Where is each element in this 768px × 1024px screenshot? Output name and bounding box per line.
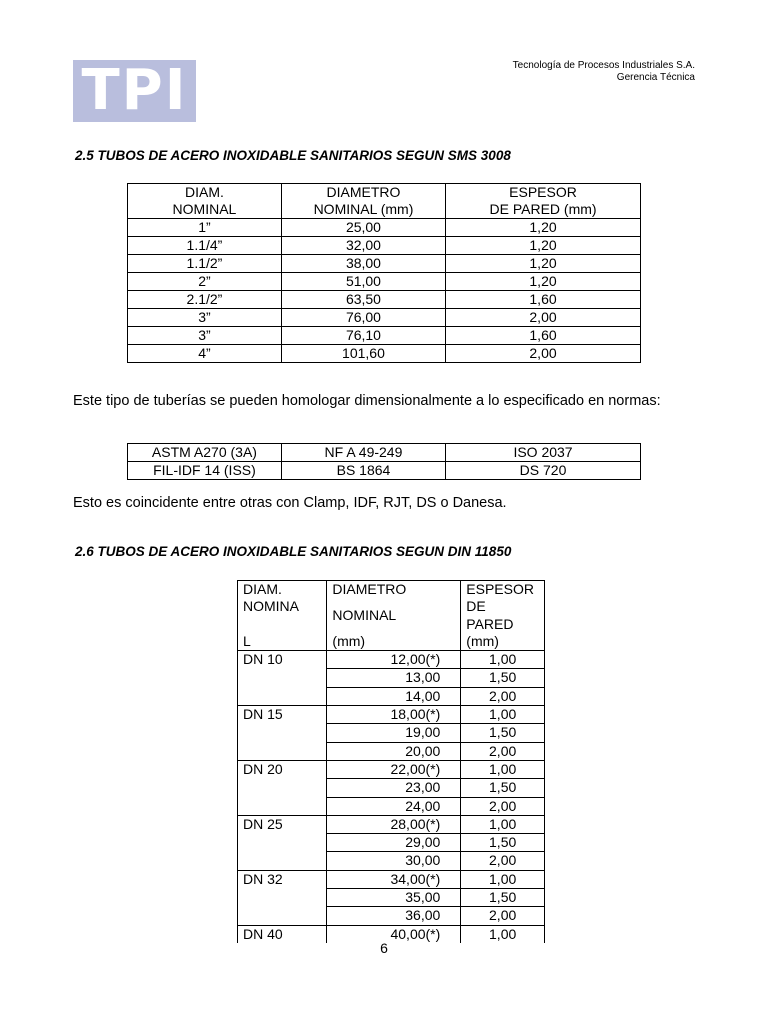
nominal-diameter-cell: DN 32 [238, 870, 327, 925]
table-row [238, 870, 545, 888]
table-row [128, 237, 641, 255]
table-cell: 63,50 [281, 291, 445, 309]
table-cell: 1” [128, 219, 282, 237]
company-name: Tecnología de Procesos Industriales S.A. [512, 60, 695, 71]
page-header [513, 60, 695, 84]
column-header [128, 184, 282, 219]
table-row [128, 327, 641, 345]
column-header-line: DIAMETRO [326, 184, 401, 200]
column-header [281, 184, 445, 219]
diameter-cell: 28,00(*) [327, 815, 461, 833]
norm-cell: BS 1864 [281, 462, 445, 480]
table-header-row [238, 633, 545, 651]
thickness-cell: 1,50 [461, 834, 545, 852]
table-cell: 3” [128, 327, 282, 345]
thickness-cell: 1,00 [461, 651, 545, 669]
norms-row [128, 462, 641, 480]
logo-text: TPI [81, 58, 188, 123]
column-header-line: NOMINAL [172, 201, 237, 217]
table-row [128, 309, 641, 327]
department-name: Gerencia Técnica [616, 72, 695, 83]
diameter-cell: 23,00 [327, 779, 461, 797]
nominal-diameter-cell: DN 15 [238, 706, 327, 761]
table-cell: 2.1/2” [128, 291, 282, 309]
thickness-cell: 2,00 [461, 742, 545, 760]
column-header: NOMINA [238, 598, 327, 633]
table-cell: 1,20 [446, 255, 641, 273]
table-cell: 76,10 [281, 327, 445, 345]
section-title-sms: 2.5 TUBOS DE ACERO INOXIDABLE SANITARIOS SEGUN SMS 3008 [75, 148, 511, 163]
table-cell: 101,60 [281, 345, 445, 363]
sms-3008-table [127, 183, 641, 363]
table-header-row [128, 184, 641, 219]
thickness-cell: 1,50 [461, 724, 545, 742]
column-header [446, 184, 641, 219]
column-header: NOMINAL [327, 598, 461, 633]
table-row [128, 255, 641, 273]
norm-cell: DS 720 [446, 462, 641, 480]
table-cell: 1.1/4” [128, 237, 282, 255]
diameter-cell: 22,00(*) [327, 760, 461, 778]
nominal-diameter-cell: DN 10 [238, 651, 327, 706]
nominal-diameter-cell: DN 40 [238, 925, 327, 943]
norm-cell: FIL-IDF 14 (ISS) [128, 462, 282, 480]
column-header: L [238, 633, 327, 651]
table-row [128, 291, 641, 309]
diameter-cell: 24,00 [327, 797, 461, 815]
table-cell: 1.1/2” [128, 255, 282, 273]
thickness-cell: 2,00 [461, 687, 545, 705]
norm-cell: ASTM A270 (3A) [128, 444, 282, 462]
diameter-cell: 19,00 [327, 724, 461, 742]
thickness-cell: 1,50 [461, 669, 545, 687]
column-header-line: ESPESOR [509, 184, 577, 200]
thickness-cell: 2,00 [461, 907, 545, 925]
column-header: DIAM. [238, 581, 327, 599]
din-11850-table [237, 580, 545, 943]
table-cell: 2,00 [446, 309, 641, 327]
column-header-line: NOMINAL (mm) [313, 201, 414, 217]
column-header-line: DIAM. [185, 184, 224, 200]
norms-row [128, 444, 641, 462]
thickness-cell: 1,50 [461, 779, 545, 797]
thickness-cell: 1,00 [461, 760, 545, 778]
compatibility-note: Esto es coincidente entre otras con Clamp, IDF, RJT, DS o Danesa. [73, 495, 507, 511]
table-cell: 32,00 [281, 237, 445, 255]
table-cell: 2” [128, 273, 282, 291]
nominal-diameter-cell: DN 20 [238, 760, 327, 815]
table-row [128, 219, 641, 237]
company-logo [73, 60, 196, 122]
column-header: (mm) [461, 633, 545, 651]
column-header: DE PARED [461, 598, 545, 633]
diameter-cell: 18,00(*) [327, 706, 461, 724]
column-header: DIAMETRO [327, 581, 461, 599]
diameter-cell: 12,00(*) [327, 651, 461, 669]
diameter-cell: 30,00 [327, 852, 461, 870]
diameter-cell: 13,00 [327, 669, 461, 687]
table-cell: 25,00 [281, 219, 445, 237]
table-cell: 1,60 [446, 327, 641, 345]
thickness-cell: 1,00 [461, 706, 545, 724]
diameter-cell: 35,00 [327, 889, 461, 907]
page-number: 6 [380, 940, 388, 956]
table-cell: 4” [128, 345, 282, 363]
thickness-cell: 1,00 [461, 925, 545, 943]
table-header-row [238, 598, 545, 633]
diameter-cell: 14,00 [327, 687, 461, 705]
diameter-cell: 36,00 [327, 907, 461, 925]
section-title-din: 2.6 TUBOS DE ACERO INOXIDABLE SANITARIOS SEGUN DIN 11850 [75, 544, 512, 559]
thickness-cell: 2,00 [461, 797, 545, 815]
table-cell: 1,20 [446, 219, 641, 237]
table-cell: 1,20 [446, 237, 641, 255]
thickness-cell: 1,00 [461, 815, 545, 833]
homologation-paragraph: Este tipo de tuberías se pueden homologar dimensionalmente a lo especificado en normas: [73, 393, 661, 409]
diameter-cell: 34,00(*) [327, 870, 461, 888]
thickness-cell: 2,00 [461, 852, 545, 870]
diameter-cell: 29,00 [327, 834, 461, 852]
column-header: ESPESOR [461, 581, 545, 599]
norms-table [127, 443, 641, 480]
diameter-cell: 40,00(*) [327, 925, 461, 943]
table-row [238, 760, 545, 778]
column-header: (mm) [327, 633, 461, 651]
table-cell: 51,00 [281, 273, 445, 291]
column-header-line: DE PARED (mm) [489, 201, 597, 217]
norm-cell: NF A 49-249 [281, 444, 445, 462]
table-row [128, 273, 641, 291]
table-cell: 1,60 [446, 291, 641, 309]
thickness-cell: 1,50 [461, 889, 545, 907]
table-cell: 38,00 [281, 255, 445, 273]
nominal-diameter-cell: DN 25 [238, 815, 327, 870]
table-header-row [238, 581, 545, 599]
table-cell: 76,00 [281, 309, 445, 327]
table-cell: 2,00 [446, 345, 641, 363]
norm-cell: ISO 2037 [446, 444, 641, 462]
table-row [238, 706, 545, 724]
table-row [128, 345, 641, 363]
table-cell: 1,20 [446, 273, 641, 291]
table-row [238, 651, 545, 669]
table-row [238, 815, 545, 833]
diameter-cell: 20,00 [327, 742, 461, 760]
thickness-cell: 1,00 [461, 870, 545, 888]
table-cell: 3” [128, 309, 282, 327]
